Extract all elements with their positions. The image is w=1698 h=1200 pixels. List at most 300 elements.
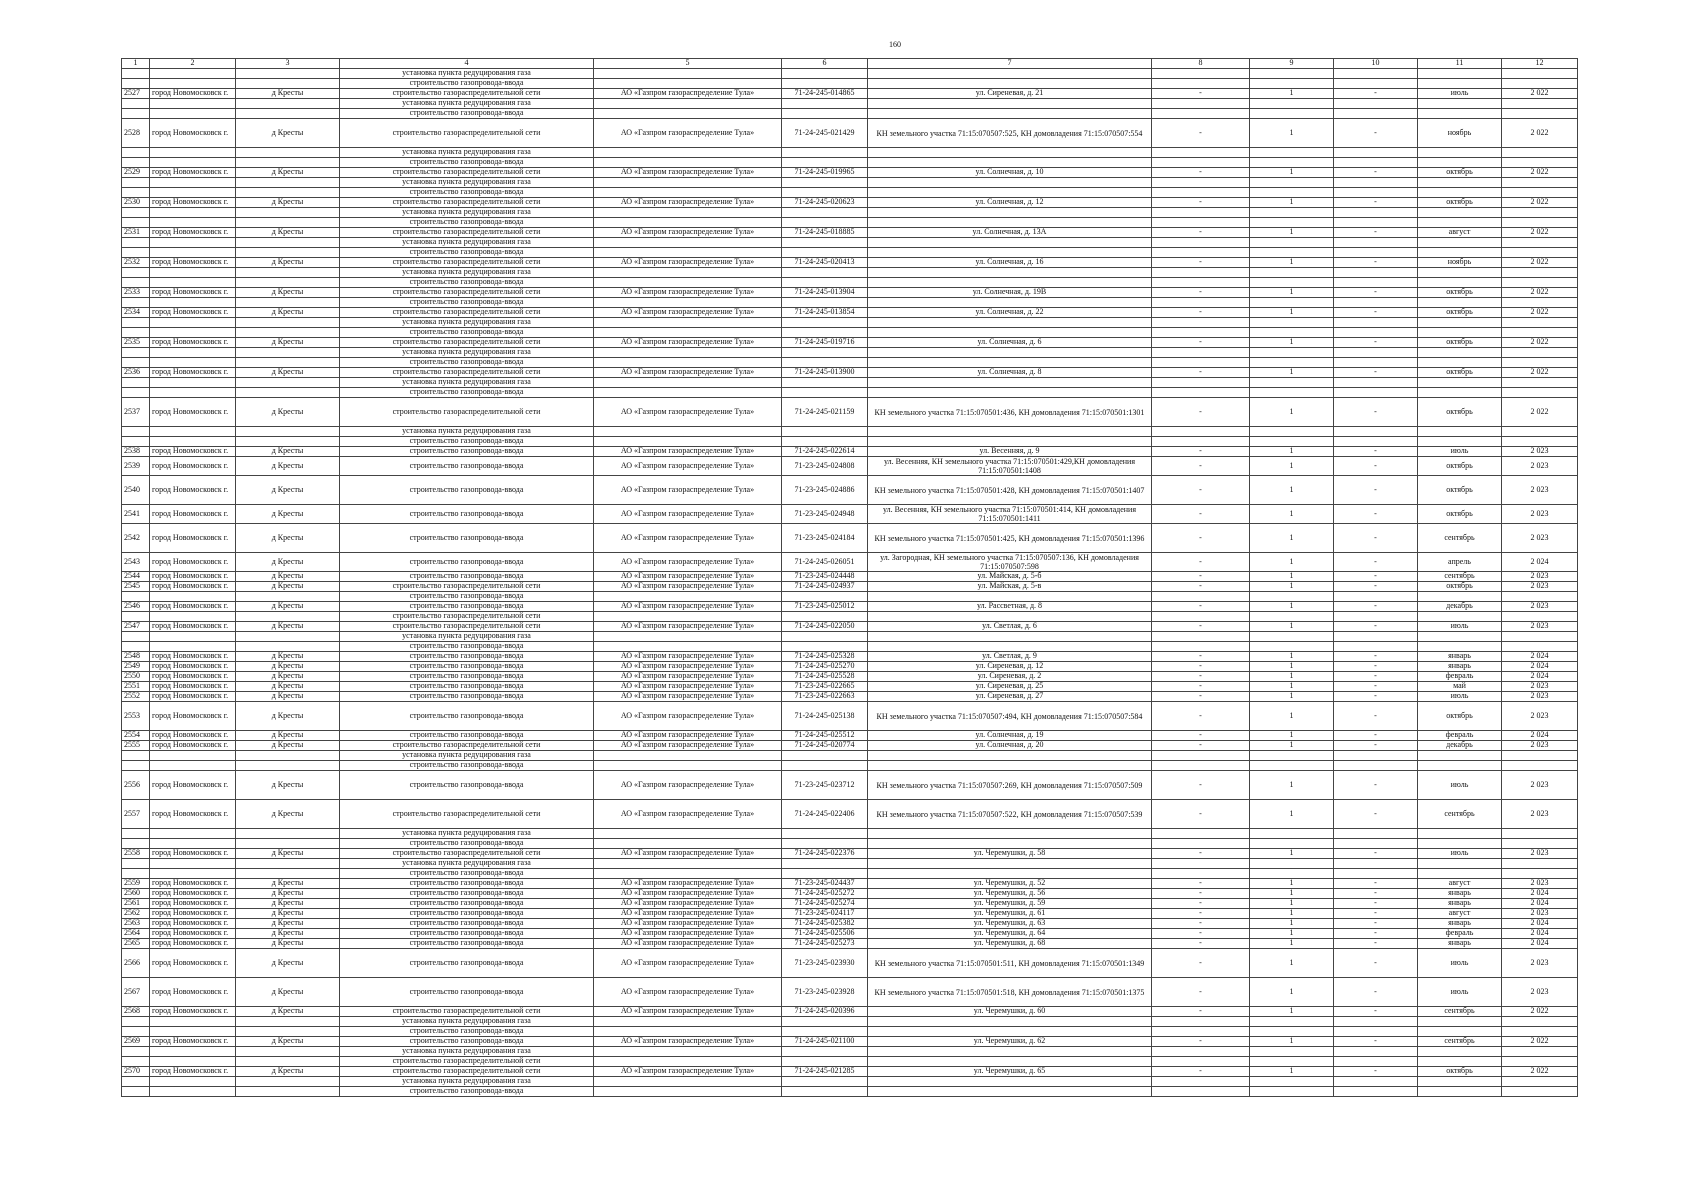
cell-col-10 — [1334, 1017, 1418, 1027]
cell-organization — [594, 437, 782, 447]
cell-organization — [594, 859, 782, 869]
cell-year — [1502, 1027, 1578, 1037]
cell-quantity: 1 — [1250, 572, 1334, 582]
cell-row-number: 2558 — [122, 849, 150, 859]
cell-col-10: - — [1334, 288, 1418, 298]
cell-quantity: 1 — [1250, 447, 1334, 457]
cell-locality: д Кресты — [236, 398, 340, 427]
cell-quantity: 1 — [1250, 899, 1334, 909]
cell-application-id — [782, 79, 868, 89]
cell-quantity — [1250, 378, 1334, 388]
table-subrow — [122, 208, 1578, 218]
cell-address — [868, 318, 1152, 328]
table-row — [122, 398, 1578, 427]
cell-application-id — [782, 1017, 868, 1027]
cell-address: ул. Солнечная, д. 10 — [868, 168, 1152, 178]
cell-settlement: город Новомосковск г. — [150, 919, 236, 929]
cell-year — [1502, 148, 1578, 158]
cell-application-id: 71-24-245-025272 — [782, 889, 868, 899]
cell-quantity — [1250, 642, 1334, 652]
table-row — [122, 702, 1578, 731]
cell-month: октябрь — [1418, 398, 1502, 427]
cell-col-8: - — [1152, 308, 1250, 318]
cell-col-10: - — [1334, 602, 1418, 612]
cell-quantity — [1250, 388, 1334, 398]
cell-col-10: - — [1334, 505, 1418, 524]
cell-locality — [236, 829, 340, 839]
cell-organization — [594, 829, 782, 839]
cell-locality: д Кресты — [236, 524, 340, 553]
cell-month: август — [1418, 879, 1502, 889]
cell-locality — [236, 642, 340, 652]
cell-address — [868, 298, 1152, 308]
cell-work-type: установка пункта редуцирования газа — [340, 1077, 594, 1087]
cell-row-number — [122, 592, 150, 602]
cell-quantity: 1 — [1250, 1037, 1334, 1047]
cell-col-10: - — [1334, 702, 1418, 731]
cell-year: 2 024 — [1502, 662, 1578, 672]
cell-locality — [236, 437, 340, 447]
cell-address: ул. Весенняя, д. 9 — [868, 447, 1152, 457]
cell-locality: д Кресты — [236, 602, 340, 612]
cell-col-10 — [1334, 79, 1418, 89]
cell-settlement — [150, 751, 236, 761]
table-row — [122, 198, 1578, 208]
cell-work-type: строительство газопровода-ввода — [340, 919, 594, 929]
cell-year: 2 022 — [1502, 1067, 1578, 1077]
table-subrow — [122, 248, 1578, 258]
cell-row-number: 2532 — [122, 258, 150, 268]
cell-application-id — [782, 1077, 868, 1087]
cell-locality — [236, 427, 340, 437]
cell-col-10 — [1334, 218, 1418, 228]
cell-col-10 — [1334, 69, 1418, 79]
cell-application-id: 71-24-245-020413 — [782, 258, 868, 268]
cell-organization — [594, 178, 782, 188]
cell-col-8 — [1152, 318, 1250, 328]
cell-row-number: 2530 — [122, 198, 150, 208]
cell-quantity: 1 — [1250, 119, 1334, 148]
cell-locality — [236, 238, 340, 248]
cell-row-number — [122, 328, 150, 338]
cell-address — [868, 218, 1152, 228]
cell-address: ул. Черемушки, д. 63 — [868, 919, 1152, 929]
cell-settlement: город Новомосковск г. — [150, 889, 236, 899]
cell-col-8 — [1152, 378, 1250, 388]
cell-quantity — [1250, 348, 1334, 358]
cell-month — [1418, 298, 1502, 308]
cell-application-id — [782, 318, 868, 328]
cell-locality: д Кресты — [236, 198, 340, 208]
cell-application-id: 71-24-245-024937 — [782, 582, 868, 592]
cell-work-type: строительство газопровода-ввода — [340, 248, 594, 258]
cell-locality — [236, 1077, 340, 1087]
cell-work-type: строительство газораспределительной сети — [340, 582, 594, 592]
cell-col-8: - — [1152, 447, 1250, 457]
cell-locality — [236, 859, 340, 869]
cell-quantity — [1250, 218, 1334, 228]
cell-work-type: установка пункта редуцирования газа — [340, 69, 594, 79]
cell-work-type: строительство газопровода-ввода — [340, 662, 594, 672]
cell-row-number — [122, 238, 150, 248]
cell-row-number: 2549 — [122, 662, 150, 672]
cell-row-number: 2561 — [122, 899, 150, 909]
cell-year — [1502, 1057, 1578, 1067]
cell-year: 2 022 — [1502, 308, 1578, 318]
cell-month — [1418, 642, 1502, 652]
cell-quantity — [1250, 268, 1334, 278]
cell-address: ул. Солнечная, д. 19В — [868, 288, 1152, 298]
cell-organization: АО «Газпром газораспределение Тула» — [594, 228, 782, 238]
cell-application-id: 71-23-245-024448 — [782, 572, 868, 582]
cell-month: октябрь — [1418, 338, 1502, 348]
cell-month — [1418, 427, 1502, 437]
cell-year — [1502, 751, 1578, 761]
cell-work-type: строительство газопровода-ввода — [340, 879, 594, 889]
table-subrow — [122, 348, 1578, 358]
cell-organization — [594, 869, 782, 879]
cell-col-10 — [1334, 358, 1418, 368]
cell-col-10 — [1334, 1027, 1418, 1037]
cell-address: ул. Черемушки, д. 68 — [868, 939, 1152, 949]
cell-application-id: 71-24-245-013854 — [782, 308, 868, 318]
cell-settlement: город Новомосковск г. — [150, 849, 236, 859]
cell-locality: д Кресты — [236, 929, 340, 939]
cell-col-8 — [1152, 99, 1250, 109]
cell-month: июль — [1418, 622, 1502, 632]
cell-row-number — [122, 318, 150, 328]
cell-quantity — [1250, 69, 1334, 79]
cell-col-10: - — [1334, 800, 1418, 829]
cell-col-8: - — [1152, 662, 1250, 672]
cell-col-8: - — [1152, 582, 1250, 592]
cell-col-8 — [1152, 388, 1250, 398]
cell-year — [1502, 99, 1578, 109]
cell-row-number — [122, 1087, 150, 1097]
cell-row-number — [122, 218, 150, 228]
cell-quantity — [1250, 1077, 1334, 1087]
cell-application-id: 71-24-245-026051 — [782, 553, 868, 572]
cell-work-type: строительство газопровода-ввода — [340, 298, 594, 308]
cell-locality — [236, 348, 340, 358]
cell-address — [868, 148, 1152, 158]
cell-col-8: - — [1152, 622, 1250, 632]
cell-year — [1502, 427, 1578, 437]
cell-address: ул. Солнечная, д. 22 — [868, 308, 1152, 318]
cell-col-10: - — [1334, 909, 1418, 919]
cell-row-number: 2534 — [122, 308, 150, 318]
cell-address — [868, 642, 1152, 652]
cell-settlement: город Новомосковск г. — [150, 682, 236, 692]
cell-settlement — [150, 388, 236, 398]
cell-col-8 — [1152, 1087, 1250, 1097]
cell-col-8: - — [1152, 524, 1250, 553]
cell-row-number — [122, 1057, 150, 1067]
cell-year: 2 024 — [1502, 899, 1578, 909]
cell-year — [1502, 592, 1578, 602]
cell-organization: АО «Газпром газораспределение Тула» — [594, 447, 782, 457]
cell-year — [1502, 298, 1578, 308]
cell-locality: д Кресты — [236, 731, 340, 741]
col-header: 5 — [594, 59, 782, 69]
cell-quantity — [1250, 761, 1334, 771]
cell-address: КН земельного участка 71:15:070501:436, КН домовладения 71:15:070501:1301 — [868, 398, 1152, 427]
cell-organization — [594, 1027, 782, 1037]
cell-col-10 — [1334, 592, 1418, 602]
cell-col-8: - — [1152, 731, 1250, 741]
cell-address: ул. Загородная, КН земельного участка 71:15:070507:136, КН домовладения 71:15:070507:598 — [868, 553, 1152, 572]
cell-col-10: - — [1334, 582, 1418, 592]
cell-work-type: строительство газораспределительной сети — [340, 1057, 594, 1067]
cell-application-id — [782, 388, 868, 398]
cell-year: 2 024 — [1502, 553, 1578, 572]
cell-quantity — [1250, 427, 1334, 437]
table-row — [122, 622, 1578, 632]
cell-row-number: 2559 — [122, 879, 150, 889]
cell-quantity: 1 — [1250, 929, 1334, 939]
col-header: 4 — [340, 59, 594, 69]
table-subrow — [122, 178, 1578, 188]
cell-col-8 — [1152, 238, 1250, 248]
cell-locality: д Кресты — [236, 899, 340, 909]
cell-application-id: 71-24-245-019716 — [782, 338, 868, 348]
cell-settlement: город Новомосковск г. — [150, 168, 236, 178]
cell-organization: АО «Газпром газораспределение Тула» — [594, 288, 782, 298]
cell-col-10 — [1334, 1047, 1418, 1057]
cell-month — [1418, 612, 1502, 622]
cell-settlement — [150, 158, 236, 168]
cell-col-8: - — [1152, 572, 1250, 582]
cell-quantity: 1 — [1250, 398, 1334, 427]
cell-work-type: строительство газораспределительной сети — [340, 338, 594, 348]
table-row — [122, 849, 1578, 859]
cell-col-8 — [1152, 869, 1250, 879]
col-header: 12 — [1502, 59, 1578, 69]
cell-application-id: 71-23-245-024117 — [782, 909, 868, 919]
cell-application-id: 71-24-245-022406 — [782, 800, 868, 829]
table-row — [122, 258, 1578, 268]
cell-col-10: - — [1334, 447, 1418, 457]
cell-application-id: 71-24-245-025382 — [782, 919, 868, 929]
table-row — [122, 909, 1578, 919]
cell-col-8 — [1152, 298, 1250, 308]
cell-row-number: 2527 — [122, 89, 150, 99]
cell-address: КН земельного участка 71:15:070507:525, КН домовладения 71:15:070507:554 — [868, 119, 1152, 148]
cell-year: 2 023 — [1502, 447, 1578, 457]
cell-col-10: - — [1334, 308, 1418, 318]
cell-locality: д Кресты — [236, 692, 340, 702]
cell-organization: АО «Газпром газораспределение Тула» — [594, 672, 782, 682]
cell-locality — [236, 1087, 340, 1097]
cell-organization — [594, 268, 782, 278]
col-header: 1 — [122, 59, 150, 69]
cell-row-number: 2554 — [122, 731, 150, 741]
cell-organization: АО «Газпром газораспределение Тула» — [594, 889, 782, 899]
col-header: 6 — [782, 59, 868, 69]
cell-col-8: - — [1152, 258, 1250, 268]
cell-year: 2 022 — [1502, 258, 1578, 268]
cell-col-10: - — [1334, 228, 1418, 238]
cell-work-type: строительство газопровода-ввода — [340, 682, 594, 692]
cell-address: ул. Черемушки, д. 62 — [868, 1037, 1152, 1047]
cell-settlement: город Новомосковск г. — [150, 978, 236, 1007]
cell-year — [1502, 208, 1578, 218]
cell-col-8 — [1152, 592, 1250, 602]
cell-col-10: - — [1334, 622, 1418, 632]
table-row — [122, 662, 1578, 672]
cell-col-10: - — [1334, 1037, 1418, 1047]
cell-quantity: 1 — [1250, 457, 1334, 476]
cell-row-number — [122, 388, 150, 398]
cell-col-8 — [1152, 1047, 1250, 1057]
cell-col-8: - — [1152, 692, 1250, 702]
cell-row-number — [122, 358, 150, 368]
cell-settlement — [150, 1027, 236, 1037]
cell-quantity — [1250, 298, 1334, 308]
cell-row-number: 2568 — [122, 1007, 150, 1017]
table-subrow — [122, 99, 1578, 109]
cell-work-type: строительство газопровода-ввода — [340, 761, 594, 771]
cell-address: ул. Солнечная, д. 16 — [868, 258, 1152, 268]
cell-year: 2 023 — [1502, 622, 1578, 632]
cell-col-8: - — [1152, 457, 1250, 476]
cell-quantity: 1 — [1250, 692, 1334, 702]
cell-organization: АО «Газпром газораспределение Тула» — [594, 899, 782, 909]
cell-application-id — [782, 298, 868, 308]
cell-quantity: 1 — [1250, 258, 1334, 268]
table-row — [122, 476, 1578, 505]
cell-locality: д Кресты — [236, 849, 340, 859]
table-row — [122, 602, 1578, 612]
cell-year: 2 022 — [1502, 338, 1578, 348]
cell-address: ул. Весенняя, КН земельного участка 71:15:070501:414, КН домовладения 71:15:070501:1411 — [868, 505, 1152, 524]
table-subrow — [122, 328, 1578, 338]
cell-year: 2 022 — [1502, 198, 1578, 208]
cell-year: 2 023 — [1502, 879, 1578, 889]
cell-locality — [236, 1027, 340, 1037]
cell-year: 2 023 — [1502, 741, 1578, 751]
cell-year — [1502, 358, 1578, 368]
cell-col-10 — [1334, 318, 1418, 328]
cell-col-8 — [1152, 1027, 1250, 1037]
cell-address — [868, 109, 1152, 119]
cell-month — [1418, 348, 1502, 358]
cell-settlement — [150, 859, 236, 869]
cell-year — [1502, 1017, 1578, 1027]
cell-settlement: город Новомосковск г. — [150, 198, 236, 208]
cell-col-10: - — [1334, 849, 1418, 859]
cell-locality: д Кресты — [236, 228, 340, 238]
cell-month: октябрь — [1418, 198, 1502, 208]
cell-row-number: 2555 — [122, 741, 150, 751]
table-row — [122, 741, 1578, 751]
cell-quantity — [1250, 839, 1334, 849]
cell-col-10: - — [1334, 524, 1418, 553]
cell-col-8 — [1152, 437, 1250, 447]
cell-quantity — [1250, 99, 1334, 109]
cell-col-10 — [1334, 829, 1418, 839]
cell-application-id: 71-23-245-024184 — [782, 524, 868, 553]
cell-col-8: - — [1152, 198, 1250, 208]
cell-col-8: - — [1152, 702, 1250, 731]
table-subrow — [122, 437, 1578, 447]
cell-address: ул. Солнечная, д. 19 — [868, 731, 1152, 741]
cell-quantity: 1 — [1250, 662, 1334, 672]
cell-row-number — [122, 1027, 150, 1037]
cell-organization: АО «Газпром газораспределение Тула» — [594, 476, 782, 505]
cell-locality: д Кресты — [236, 771, 340, 800]
cell-application-id — [782, 208, 868, 218]
cell-organization: АО «Газпром газораспределение Тула» — [594, 505, 782, 524]
cell-month — [1418, 109, 1502, 119]
cell-address: ул. Сиреневая, д. 21 — [868, 89, 1152, 99]
cell-year: 2 023 — [1502, 476, 1578, 505]
cell-row-number: 2570 — [122, 1067, 150, 1077]
cell-col-10: - — [1334, 1067, 1418, 1077]
table-row — [122, 368, 1578, 378]
cell-address — [868, 1017, 1152, 1027]
cell-row-number — [122, 158, 150, 168]
cell-organization — [594, 109, 782, 119]
cell-address — [868, 328, 1152, 338]
cell-row-number — [122, 278, 150, 288]
col-header: 8 — [1152, 59, 1250, 69]
cell-organization: АО «Газпром газораспределение Тула» — [594, 1007, 782, 1017]
cell-year — [1502, 348, 1578, 358]
cell-locality: д Кресты — [236, 572, 340, 582]
cell-organization: АО «Газпром газораспределение Тула» — [594, 524, 782, 553]
cell-application-id: 71-24-245-021100 — [782, 1037, 868, 1047]
cell-col-10: - — [1334, 457, 1418, 476]
cell-row-number: 2547 — [122, 622, 150, 632]
cell-quantity: 1 — [1250, 602, 1334, 612]
cell-organization — [594, 1017, 782, 1027]
cell-col-10: - — [1334, 929, 1418, 939]
table-row — [122, 1037, 1578, 1047]
cell-work-type: строительство газопровода-ввода — [340, 1027, 594, 1037]
cell-work-type: установка пункта редуцирования газа — [340, 99, 594, 109]
col-header: 9 — [1250, 59, 1334, 69]
cell-address: ул. Черемушки, д. 58 — [868, 849, 1152, 859]
cell-locality — [236, 278, 340, 288]
cell-col-8: - — [1152, 879, 1250, 889]
cell-address: ул. Черемушки, д. 64 — [868, 929, 1152, 939]
cell-locality: д Кресты — [236, 89, 340, 99]
cell-quantity — [1250, 869, 1334, 879]
cell-organization: АО «Газпром газораспределение Тула» — [594, 939, 782, 949]
cell-quantity — [1250, 79, 1334, 89]
cell-locality — [236, 218, 340, 228]
cell-quantity — [1250, 1027, 1334, 1037]
cell-quantity — [1250, 178, 1334, 188]
cell-col-10: - — [1334, 731, 1418, 741]
cell-work-type: установка пункта редуцирования газа — [340, 829, 594, 839]
cell-address — [868, 358, 1152, 368]
cell-row-number: 2562 — [122, 909, 150, 919]
cell-year: 2 023 — [1502, 800, 1578, 829]
cell-month: январь — [1418, 899, 1502, 909]
cell-locality: д Кресты — [236, 119, 340, 148]
cell-col-8: - — [1152, 889, 1250, 899]
cell-row-number: 2550 — [122, 672, 150, 682]
cell-locality: д Кресты — [236, 939, 340, 949]
cell-locality: д Кресты — [236, 288, 340, 298]
cell-col-8: - — [1152, 119, 1250, 148]
cell-month — [1418, 278, 1502, 288]
cell-address — [868, 158, 1152, 168]
cell-row-number: 2556 — [122, 771, 150, 800]
cell-quantity — [1250, 318, 1334, 328]
